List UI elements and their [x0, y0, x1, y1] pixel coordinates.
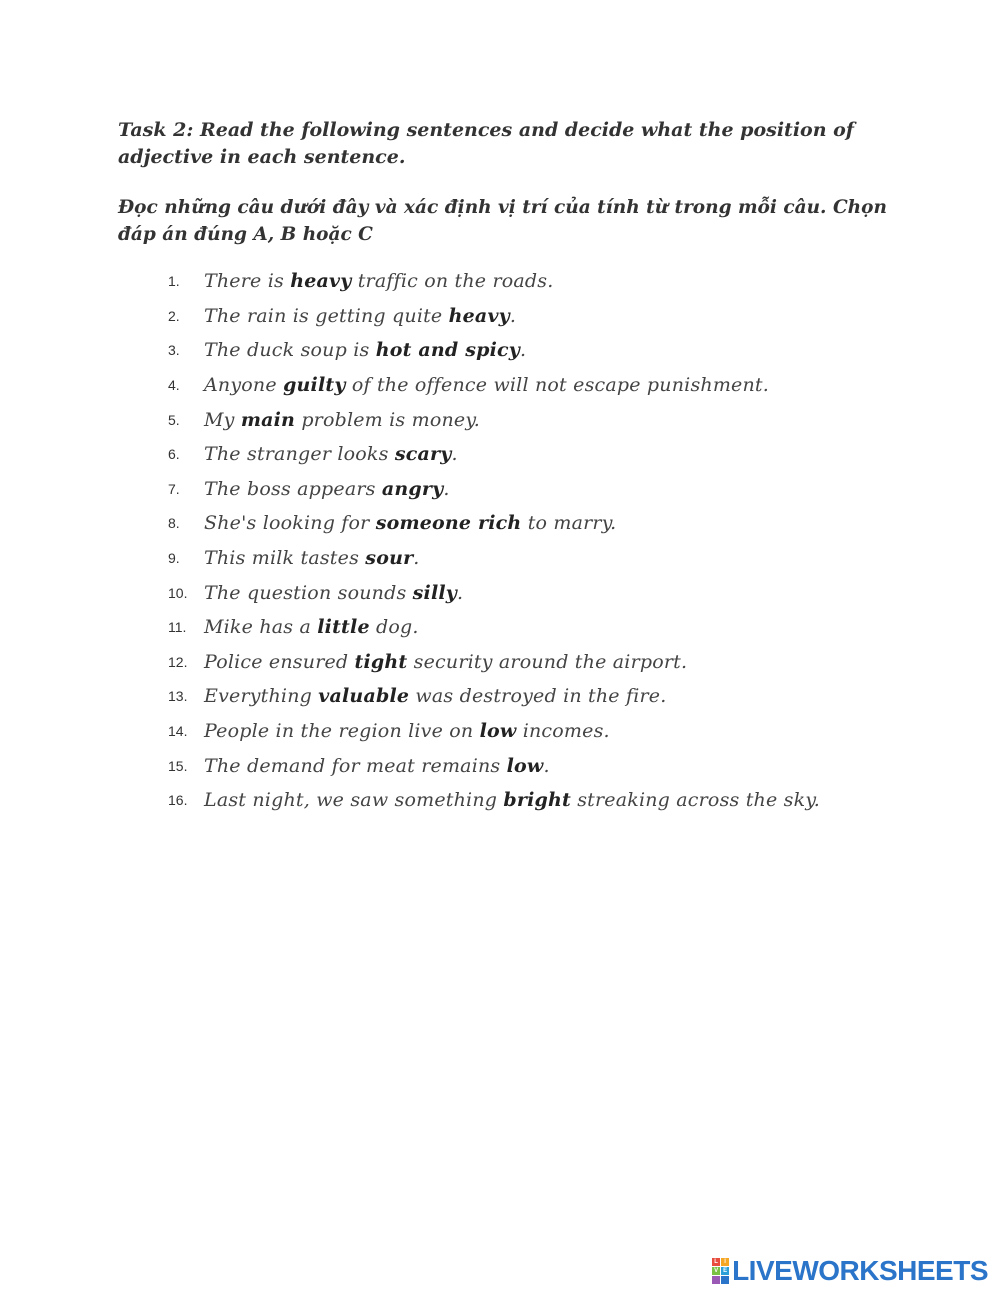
sentence-text-after: traffic on the roads.: [351, 270, 554, 293]
sentence-text-after: dog.: [369, 616, 419, 639]
logo-block: V: [714, 1268, 719, 1274]
sentence-text-before: This milk tastes: [204, 547, 366, 570]
adjective-highlight: tight: [354, 650, 408, 673]
sentence-number: 4.: [168, 377, 180, 394]
sentence-item: [168, 437, 968, 472]
liveworksheets-logo-icon: [712, 1258, 729, 1284]
sentence-text: [204, 685, 666, 707]
sentence-text-before: There is: [204, 270, 291, 293]
sentence-text: [204, 789, 820, 811]
sentence-item: [168, 645, 968, 680]
sentence-text: [204, 720, 610, 742]
logo-block: I: [721, 1258, 729, 1266]
adjective-highlight: guilty: [283, 374, 346, 397]
sentence-text-before: The rain is getting quite: [204, 304, 449, 327]
sentence-text-after: to marry.: [521, 512, 617, 535]
sentence-text-after: of the offence will not escape punishment.: [345, 374, 770, 397]
sentence-text-after: streaking across the sky.: [570, 789, 820, 812]
sentence-text-after: security around the airport.: [407, 650, 688, 673]
sentence-text: [204, 409, 480, 431]
adjective-highlight: main: [240, 408, 296, 431]
sentence-item: [168, 575, 968, 610]
sentence-text: [204, 512, 616, 534]
sentence-text-before: Police ensured: [204, 650, 355, 673]
adjective-highlight: scary: [394, 443, 452, 466]
sentence-text: [204, 616, 419, 638]
sentence-text-after: .: [413, 547, 420, 570]
sentence-number: 3.: [168, 342, 180, 359]
sentence-text-before: The demand for meat remains: [204, 754, 507, 777]
sentence-text-before: The question sounds: [204, 581, 413, 604]
sentence-number: 5.: [168, 411, 180, 428]
sentence-list: [168, 264, 968, 818]
sentence-number: 12.: [168, 653, 188, 670]
sentence-item: [168, 299, 968, 334]
task-title: Task 2: Read the following sentences and decide what the position of adjective in each sentence.: [118, 119, 854, 168]
adjective-highlight: sour: [365, 547, 414, 570]
sentence-text-before: The stranger looks: [204, 443, 395, 466]
logo-block: E: [723, 1268, 728, 1274]
sentence-text: [204, 547, 420, 569]
sentence-number: 2.: [168, 307, 180, 324]
sentence-text-after: .: [443, 477, 450, 500]
sentence-text-before: The boss appears: [204, 477, 382, 500]
adjective-highlight: angry: [381, 477, 444, 500]
logo-block: [721, 1276, 729, 1284]
sentence-number: 7.: [168, 480, 180, 497]
sentence-text: [204, 305, 516, 327]
sentence-number: 10.: [168, 584, 188, 601]
adjective-highlight: hot and spicy: [375, 339, 520, 362]
sentence-text-before: She's looking for: [204, 512, 376, 535]
adjective-highlight: valuable: [318, 685, 410, 708]
sentence-number: 14.: [168, 723, 188, 740]
sentence-text-after: .: [509, 304, 517, 327]
adjective-highlight: low: [479, 720, 517, 743]
sentence-text: [204, 339, 526, 361]
sentence-number: 15.: [168, 757, 188, 774]
adjective-highlight: low: [506, 754, 544, 777]
adjective-highlight: bright: [503, 789, 571, 812]
sentence-text-after: .: [457, 581, 464, 604]
sentence-text-before: The duck soup is: [204, 339, 376, 362]
brand-name: LIVEWORKSHEETS: [732, 1255, 988, 1286]
sentence-item: [168, 506, 968, 541]
sentence-text: [204, 582, 463, 604]
sentence-text-before: Everything: [204, 685, 319, 708]
sentence-text: [204, 755, 550, 777]
sentence-text: [204, 443, 458, 465]
sentence-text-before: Mike has a: [204, 616, 318, 639]
sentence-item: [168, 472, 968, 507]
sentence-item: [168, 264, 968, 299]
sentence-text: [204, 651, 687, 673]
sentence-text: [204, 374, 769, 396]
sentence-text-before: People in the region live on: [204, 720, 480, 743]
sentence-number: 9.: [168, 550, 180, 567]
sentence-text-before: Last night, we saw something: [204, 789, 504, 812]
sentence-number: 1.: [168, 273, 180, 290]
adjective-highlight: silly: [412, 581, 458, 604]
sentence-text-after: .: [451, 443, 458, 466]
sentence-number: 13.: [168, 688, 188, 705]
adjective-highlight: someone rich: [375, 512, 522, 535]
sentence-number: 11.: [168, 619, 187, 636]
sentence-text-after: .: [520, 339, 527, 362]
sentence-text-after: incomes.: [516, 720, 610, 743]
sentence-text-after: was destroyed in the fire.: [409, 685, 667, 708]
sentence-number: 6.: [168, 446, 180, 463]
sentence-item: [168, 679, 968, 714]
sentence-text-before: Anyone: [204, 374, 284, 397]
sentence-item: [168, 541, 968, 576]
adjective-highlight: little: [317, 616, 370, 639]
logo-block: L: [712, 1258, 720, 1266]
sentence-item: [168, 783, 968, 818]
sentence-item: [168, 714, 968, 749]
liveworksheets-brand: [712, 1255, 988, 1287]
sentence-item: [168, 402, 968, 437]
task-instruction-vietnamese: Đọc những câu dưới đây và xác định vị trí của tính từ trong mỗi câu. Chọn đáp án đúng A, B hoặc C: [118, 197, 887, 245]
sentence-text-before: My: [204, 408, 241, 431]
sentence-text: [204, 478, 450, 500]
sentence-number: 16.: [168, 792, 188, 809]
sentence-text-after: .: [543, 754, 550, 777]
sentence-number: 8.: [168, 515, 180, 532]
logo-block: [712, 1276, 720, 1284]
adjective-highlight: heavy: [448, 304, 510, 327]
sentence-item: [168, 368, 968, 403]
adjective-highlight: heavy: [290, 270, 352, 293]
sentence-item: [168, 333, 968, 368]
sentence-item: [168, 748, 968, 783]
sentence-text-after: problem is money.: [295, 408, 480, 431]
sentence-item: [168, 610, 968, 645]
sentence-text: [204, 270, 553, 292]
